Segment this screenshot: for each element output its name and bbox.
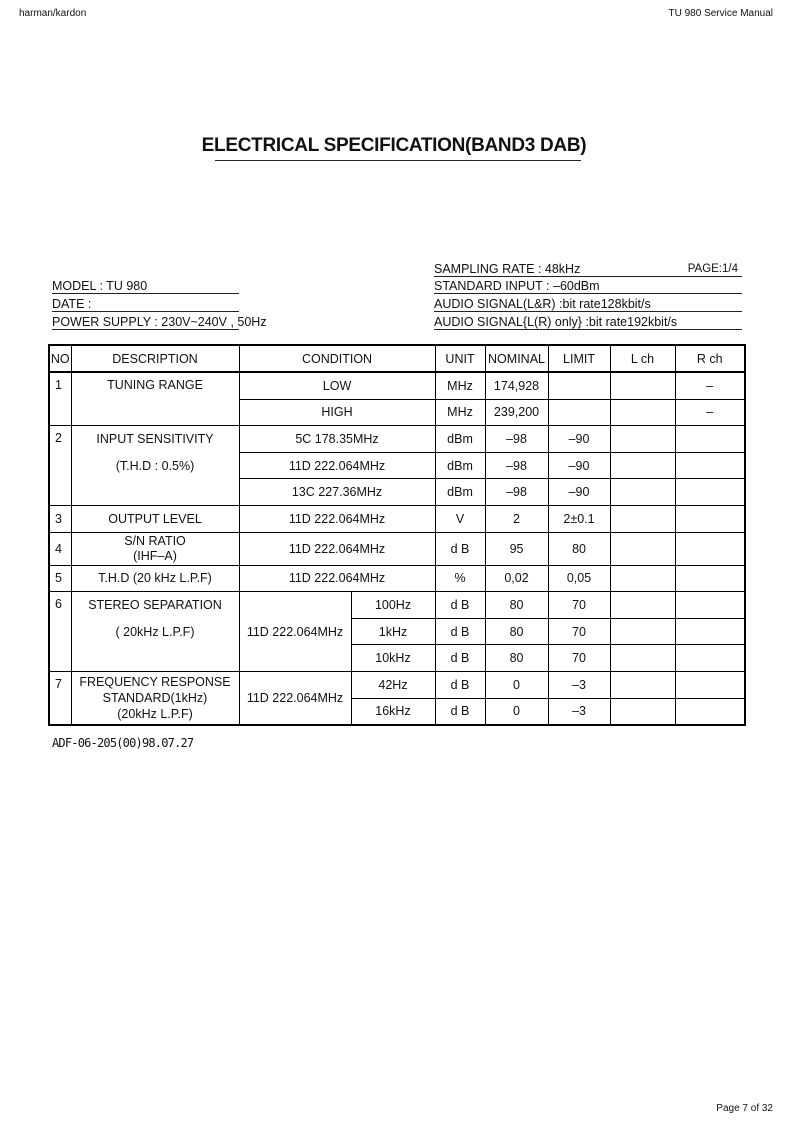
row-description: INPUT SENSITIVITY	[71, 426, 239, 453]
row-frequency: 42Hz	[351, 671, 435, 698]
row-lch	[610, 671, 675, 698]
row-limit	[548, 399, 610, 426]
row-unit: d B	[435, 698, 485, 725]
row-lch	[610, 565, 675, 592]
row-rch	[675, 618, 745, 645]
row-limit: 70	[548, 618, 610, 645]
row-number: 5	[49, 565, 71, 592]
row-description	[71, 532, 239, 565]
table-row	[49, 565, 745, 592]
sampling-rate: SAMPLING RATE : 48kHz	[434, 262, 581, 276]
row-nominal: –98	[485, 426, 548, 453]
row-lch	[610, 479, 675, 506]
row-description-line: S/N RATIO	[124, 533, 186, 548]
manual-title: TU 980 Service Manual	[668, 8, 773, 19]
row-description: OUTPUT LEVEL	[71, 505, 239, 532]
row-description-line: STANDARD(1kHz)	[102, 691, 208, 706]
audio-signal-l-line: AUDIO SIGNAL{L(R) only} :bit rate192kbit/s	[434, 315, 742, 330]
row-limit: –90	[548, 452, 610, 479]
row-rch	[675, 698, 745, 725]
row-limit: 70	[548, 645, 610, 672]
row-number: 7	[49, 671, 71, 725]
row-limit: 80	[548, 532, 610, 565]
row-condition: LOW	[239, 372, 435, 399]
header-limit: LIMIT	[548, 345, 610, 372]
row-condition: 11D 222.064MHz	[239, 532, 435, 565]
header-rch: R ch	[675, 345, 745, 372]
brand-label: harman/kardon	[19, 8, 87, 19]
row-lch	[610, 532, 675, 565]
row-rch	[675, 452, 745, 479]
row-unit: V	[435, 505, 485, 532]
row-frequency: 100Hz	[351, 592, 435, 619]
row-description-note: (20kHz L.P.F)	[117, 707, 193, 722]
table-row	[49, 618, 745, 645]
row-lch	[610, 698, 675, 725]
row-frequency: 16kHz	[351, 698, 435, 725]
table-row	[49, 479, 745, 506]
row-description-note: (IHF–A)	[133, 548, 177, 563]
row-rch	[675, 565, 745, 592]
row-rch	[675, 671, 745, 698]
row-condition: 11D 222.064MHz	[239, 565, 435, 592]
table-row	[49, 592, 745, 619]
row-unit: d B	[435, 671, 485, 698]
row-nominal: 0	[485, 698, 548, 725]
header-unit: UNIT	[435, 345, 485, 372]
row-lch	[610, 645, 675, 672]
row-nominal: 80	[485, 618, 548, 645]
date-line: DATE :	[52, 297, 239, 312]
row-description-note: (T.H.D : 0.5%)	[71, 452, 239, 479]
row-description	[71, 671, 239, 725]
row-number: 6	[49, 592, 71, 672]
audio-signal-lr-line: AUDIO SIGNAL(L&R) :bit rate128kbit/s	[434, 297, 742, 312]
row-condition: 11D 222.064MHz	[239, 505, 435, 532]
row-number: 1	[49, 372, 71, 426]
row-lch	[610, 399, 675, 426]
row-limit: –90	[548, 426, 610, 453]
row-unit: dBm	[435, 479, 485, 506]
row-limit: –3	[548, 698, 610, 725]
row-nominal: 2	[485, 505, 548, 532]
row-rch: –	[675, 372, 745, 399]
spec-table	[48, 344, 746, 726]
row-unit: d B	[435, 532, 485, 565]
document-code: ADF-06-205(00)98.07.27	[52, 736, 194, 750]
table-row	[49, 671, 745, 698]
page-number: Page 7 of 32	[716, 1103, 773, 1114]
row-limit: –90	[548, 479, 610, 506]
row-lch	[610, 452, 675, 479]
table-header-row	[49, 345, 745, 372]
row-limit: 70	[548, 592, 610, 619]
table-row	[49, 426, 745, 453]
header-condition: CONDITION	[239, 345, 435, 372]
row-description-blank	[71, 645, 239, 672]
table-row	[49, 645, 745, 672]
table-row	[49, 452, 745, 479]
model-line: MODEL : TU 980	[52, 279, 239, 294]
table-row	[49, 372, 745, 399]
row-nominal: –98	[485, 452, 548, 479]
row-limit	[548, 372, 610, 399]
row-unit: d B	[435, 645, 485, 672]
row-unit: MHz	[435, 399, 485, 426]
row-nominal: 0	[485, 671, 548, 698]
row-nominal: 80	[485, 592, 548, 619]
row-unit: dBm	[435, 426, 485, 453]
row-description-line: FREQUENCY RESPONSE	[79, 675, 231, 690]
row-unit: d B	[435, 592, 485, 619]
row-description-blank	[71, 479, 239, 506]
row-number: 4	[49, 532, 71, 565]
row-rch	[675, 505, 745, 532]
row-frequency: 1kHz	[351, 618, 435, 645]
row-lch	[610, 426, 675, 453]
power-supply-line: POWER SUPPLY : 230V~240V , 50Hz	[52, 315, 267, 329]
header-no: NO	[49, 345, 71, 372]
standard-input-line: STANDARD INPUT : –60dBm	[434, 279, 742, 294]
header-lch: L ch	[610, 345, 675, 372]
row-limit: –3	[548, 671, 610, 698]
row-condition: 11D 222.064MHz	[239, 671, 351, 725]
header-description: DESCRIPTION	[71, 345, 239, 372]
row-unit: %	[435, 565, 485, 592]
row-condition: 5C 178.35MHz	[239, 426, 435, 453]
row-rch	[675, 532, 745, 565]
page-title: ELECTRICAL SPECIFICATION(BAND3 DAB)	[201, 135, 587, 156]
row-nominal: 0,02	[485, 565, 548, 592]
row-limit: 2±0.1	[548, 505, 610, 532]
row-condition: HIGH	[239, 399, 435, 426]
row-description-note: ( 20kHz L.P.F)	[71, 618, 239, 645]
row-nominal: 80	[485, 645, 548, 672]
row-condition: 11D 222.064MHz	[239, 452, 435, 479]
table-row	[49, 532, 745, 565]
row-rch	[675, 592, 745, 619]
row-rch	[675, 426, 745, 453]
row-limit: 0,05	[548, 565, 610, 592]
title-underline	[215, 160, 581, 161]
row-unit: d B	[435, 618, 485, 645]
row-number: 3	[49, 505, 71, 532]
row-unit: MHz	[435, 372, 485, 399]
row-condition: 13C 227.36MHz	[239, 479, 435, 506]
row-condition: 11D 222.064MHz	[239, 592, 351, 672]
header-nominal: NOMINAL	[485, 345, 548, 372]
row-rch	[675, 479, 745, 506]
row-description: STEREO SEPARATION	[71, 592, 239, 619]
row-lch	[610, 618, 675, 645]
row-nominal: 95	[485, 532, 548, 565]
row-nominal: –98	[485, 479, 548, 506]
row-number: 2	[49, 426, 71, 506]
row-lch	[610, 505, 675, 532]
sampling-rate-line	[434, 262, 742, 277]
row-rch	[675, 645, 745, 672]
row-description: T.H.D (20 kHz L.P.F)	[71, 565, 239, 592]
page-counter: PAGE:1/4	[687, 263, 738, 275]
row-nominal: 239,200	[485, 399, 548, 426]
row-description: TUNING RANGE	[71, 372, 239, 426]
row-frequency: 10kHz	[351, 645, 435, 672]
row-lch	[610, 372, 675, 399]
row-lch	[610, 592, 675, 619]
row-rch: –	[675, 399, 745, 426]
table-row	[49, 505, 745, 532]
row-nominal: 174,928	[485, 372, 548, 399]
row-unit: dBm	[435, 452, 485, 479]
